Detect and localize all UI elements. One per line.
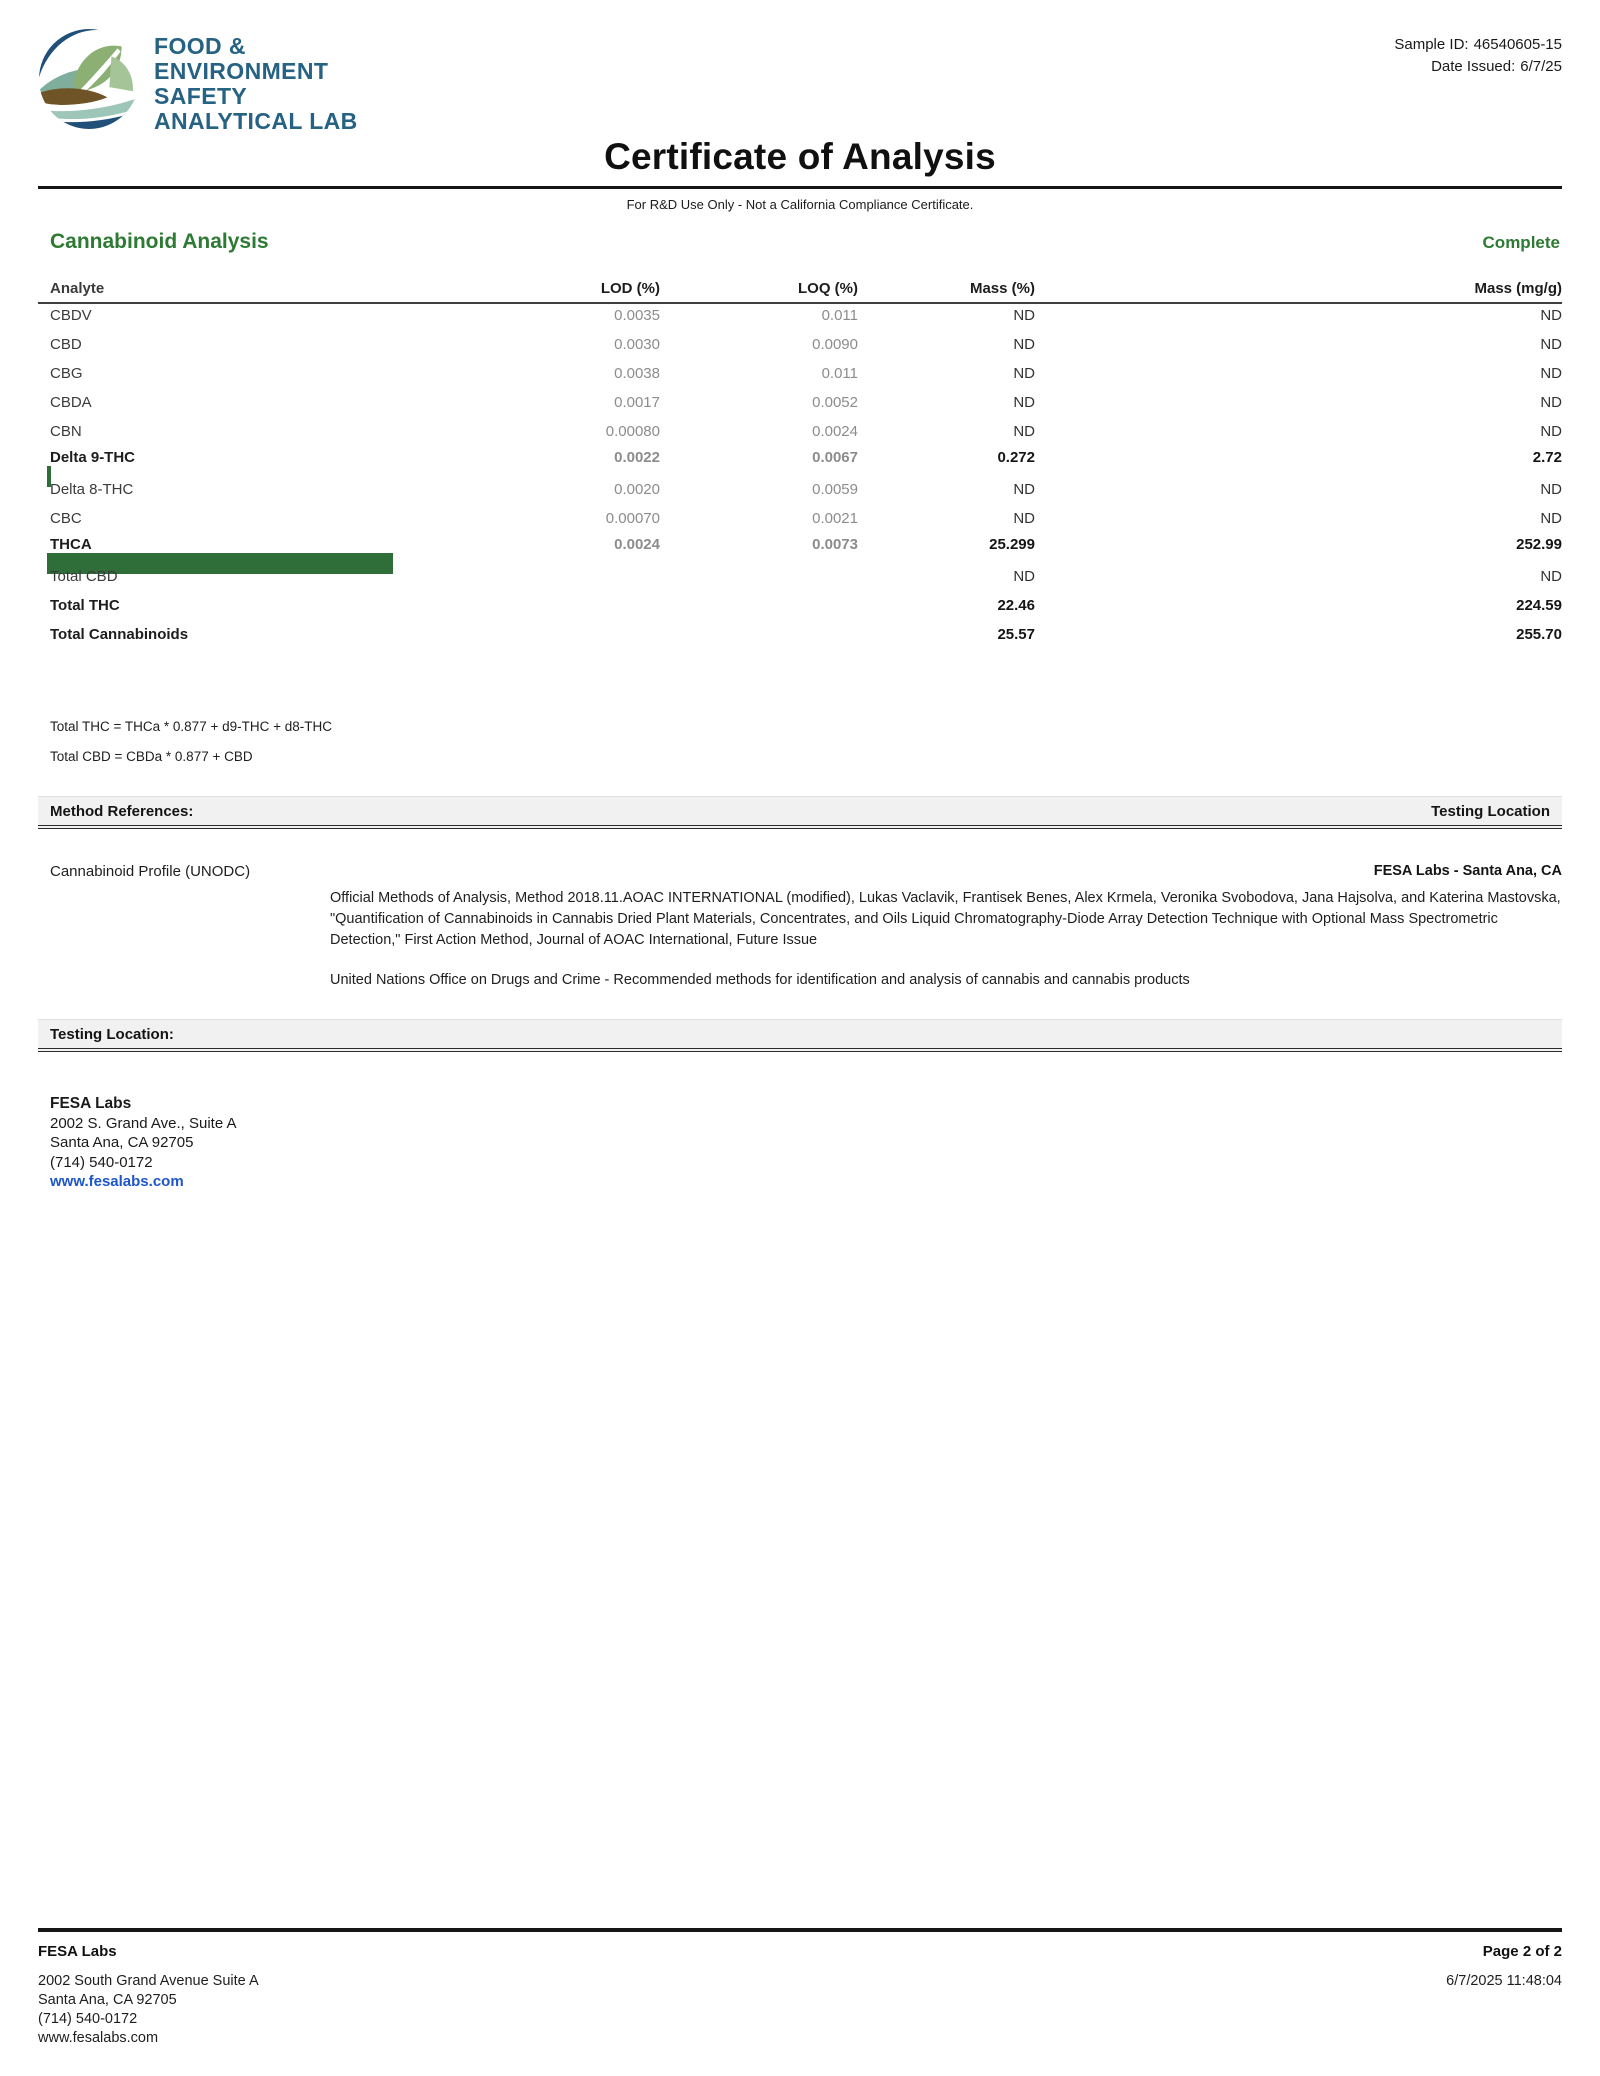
title-divider <box>38 186 1562 189</box>
column-header: LOQ (%) <box>798 279 858 297</box>
table-row <box>38 536 1562 565</box>
lod-value: 0.0017 <box>614 394 660 411</box>
testing-location-column-label: Testing Location <box>1431 803 1550 820</box>
mass-mgg-value: ND <box>1540 481 1562 498</box>
testing-location-bar <box>38 1019 1562 1052</box>
mass-mgg-value: ND <box>1540 510 1562 527</box>
date-issued-line <box>1394 56 1562 78</box>
sample-id-line <box>1394 34 1562 56</box>
loq-value: 0.0024 <box>812 423 858 440</box>
analyte-name: Delta 8-THC <box>50 481 134 498</box>
date-issued-value: 6/7/25 <box>1520 58 1562 75</box>
table-row <box>38 333 1562 362</box>
bar-cell <box>38 617 500 623</box>
mass-pct-value: ND <box>1013 336 1035 353</box>
cannabinoid-table-body <box>38 304 1562 652</box>
method-references-content <box>38 863 1562 991</box>
table-row <box>38 507 1562 536</box>
analyte-name: CBDA <box>50 394 92 411</box>
loq-value: 0.0090 <box>812 336 858 353</box>
mass-pct-value: 22.46 <box>997 597 1035 614</box>
total-cbd-formula: Total CBD = CBDa * 0.877 + CBD <box>50 749 253 764</box>
footer-address-line-1: 2002 South Grand Avenue Suite A <box>38 1973 259 1989</box>
lod-value: 0.0024 <box>614 536 660 553</box>
page-footer <box>38 1928 1562 2048</box>
table-row <box>38 478 1562 507</box>
logo-line-4: ANALYTICAL LAB <box>154 108 358 134</box>
analyte-name: Total THC <box>50 597 120 614</box>
method-reference-paragraph-1: Official Methods of Analysis, Method 2018.11.AOAC INTERNATIONAL (modified), Lukas Vaclavik, Frantisek Benes, Alex Krmela, Veronika Svobodova, Jana Hajsolva, and Katerina Mastovska, "Quantification of Cannabinoids in Cannabis Dried Plant Materials, Concentrates, and Oils Liquid Chromatography-Diode Array Detection Technique with Optional Mass Spectrometric Detection," First Action Method, Journal of AOAC International, Future Issue <box>330 890 1561 948</box>
analyte-name: CBD <box>50 336 82 353</box>
mass-pct-value: ND <box>1013 365 1035 382</box>
mass-mgg-value: ND <box>1540 336 1562 353</box>
lod-value: 0.0022 <box>614 449 660 466</box>
analysis-section-head <box>38 230 1562 254</box>
column-header: Mass (mg/g) <box>1474 279 1562 297</box>
loq-value: 0.011 <box>821 365 858 382</box>
lab-address-line-2: Santa Ana, CA 92705 <box>50 1134 194 1151</box>
mass-mgg-value: 224.59 <box>1516 597 1562 614</box>
analyte-name: CBN <box>50 423 82 440</box>
lab-address-line-1: 2002 S. Grand Ave., Suite A <box>50 1114 237 1132</box>
loq-value: 0.0059 <box>812 481 858 498</box>
fesa-logo <box>38 28 458 134</box>
lod-value: 0.0020 <box>614 481 660 498</box>
formula-notes <box>50 712 1562 772</box>
lod-value: 0.00070 <box>605 510 660 527</box>
mass-mgg-value: 2.72 <box>1532 449 1562 466</box>
mass-pct-value: ND <box>1013 568 1035 585</box>
bar-cell <box>38 356 500 362</box>
footer-lab-name: FESA Labs <box>38 1943 117 1960</box>
section-title: Cannabinoid Analysis <box>50 230 269 253</box>
table-row <box>38 594 1562 623</box>
loq-value: 0.0021 <box>812 510 858 527</box>
analyte-name: CBG <box>50 365 83 382</box>
bar-cell <box>38 414 500 420</box>
document-title: Certificate of Analysis <box>604 136 996 177</box>
analyte-name: Total Cannabinoids <box>50 626 189 643</box>
lod-value: 0.0038 <box>614 365 660 382</box>
footer-address-block <box>38 1972 259 2048</box>
sample-meta <box>1394 34 1562 78</box>
table-row <box>38 449 1562 478</box>
lod-value: 0.00080 <box>605 423 660 440</box>
analyte-name: THCA <box>50 536 92 553</box>
method-testing-location: FESA Labs - Santa Ana, CA <box>1373 863 1562 879</box>
mass-mgg-value: ND <box>1540 423 1562 440</box>
bar-cell <box>38 646 500 652</box>
status-badge: Complete <box>1482 233 1560 252</box>
mass-mgg-value: 252.99 <box>1516 536 1562 553</box>
fesa-logo-icon <box>38 28 140 130</box>
mass-pct-value: ND <box>1013 481 1035 498</box>
lab-name: FESA Labs <box>50 1095 132 1112</box>
date-issued-label: Date Issued: <box>1431 58 1516 75</box>
analyte-name: Delta 9-THC <box>50 449 136 466</box>
mass-mgg-value: 255.70 <box>1516 626 1562 643</box>
method-references-label: Method References: <box>50 803 194 820</box>
analyte-name: CBC <box>50 510 82 527</box>
mass-mgg-value: ND <box>1540 365 1562 382</box>
loq-value: 0.0073 <box>812 536 858 553</box>
logo-line-1: FOOD & <box>154 33 246 59</box>
mass-pct-value: ND <box>1013 394 1035 411</box>
mass-pct-value: ND <box>1013 423 1035 440</box>
total-thc-formula: Total THC = THCa * 0.877 + d9-THC + d8-THC <box>50 719 332 734</box>
method-reference-paragraph-2: United Nations Office on Drugs and Crime - Recommended methods for identification and analysis of cannabis and cannabis products <box>330 972 1190 988</box>
sample-id-value: 46540605-15 <box>1473 36 1562 53</box>
table-row <box>38 362 1562 391</box>
bar-cell <box>38 588 500 594</box>
analyte-name: Total CBD <box>50 568 118 585</box>
footer-address-line-2: Santa Ana, CA 92705 <box>38 1992 177 2008</box>
testing-location-block <box>50 1094 1562 1192</box>
mass-mgg-value: ND <box>1540 394 1562 411</box>
logo-wordmark <box>154 28 358 134</box>
column-header: LOD (%) <box>600 279 660 297</box>
footer-detail-row <box>38 1972 1562 2048</box>
column-header: Mass (%) <box>969 279 1035 297</box>
analyte-name: CBDV <box>50 307 92 324</box>
page-header <box>38 28 1562 180</box>
table-header-row <box>38 278 1562 304</box>
mass-mgg-value: ND <box>1540 307 1562 324</box>
table-row <box>38 420 1562 449</box>
footer-phone: (714) 540-0172 <box>38 2011 138 2027</box>
document-subtitle: For R&D Use Only - Not a California Compliance Certificate. <box>626 197 974 212</box>
method-name: Cannabinoid Profile (UNODC) <box>50 863 251 880</box>
loq-value: 0.011 <box>821 307 858 324</box>
footer-timestamp: 6/7/2025 11:48:04 <box>1446 1973 1562 1989</box>
lod-value: 0.0035 <box>614 307 660 324</box>
bar-cell <box>38 385 500 391</box>
mass-pct-value: ND <box>1013 510 1035 527</box>
mass-mgg-value: ND <box>1540 568 1562 585</box>
mass-pct-value: ND <box>1013 307 1035 324</box>
sample-id-label: Sample ID: <box>1394 36 1469 53</box>
lab-phone: (714) 540-0172 <box>50 1153 153 1171</box>
footer-website: www.fesalabs.com <box>38 2030 159 2046</box>
table-row <box>38 623 1562 652</box>
column-header: Analyte <box>50 279 105 297</box>
footer-page-number: Page 2 of 2 <box>1482 1943 1562 1960</box>
mass-pct-value: 25.57 <box>997 626 1035 643</box>
loq-value: 0.0067 <box>812 449 858 466</box>
mass-pct-value: 25.299 <box>989 536 1035 553</box>
bar-cell <box>38 501 500 507</box>
table-row <box>38 304 1562 333</box>
method-references-bar <box>38 796 1562 829</box>
bar-cell <box>38 327 500 333</box>
cannabinoid-table <box>38 278 1562 652</box>
lod-value: 0.0030 <box>614 336 660 353</box>
testing-location-label: Testing Location: <box>50 1026 174 1043</box>
lab-website-link[interactable]: www.fesalabs.com <box>50 1173 184 1190</box>
method-body <box>330 863 1562 991</box>
logo-line-2: ENVIRONMENT <box>154 58 329 84</box>
table-row <box>38 391 1562 420</box>
loq-value: 0.0052 <box>812 394 858 411</box>
mass-pct-value: 0.272 <box>997 449 1035 466</box>
footer-top-row <box>38 1943 1562 1960</box>
logo-line-3: SAFETY <box>154 83 248 109</box>
table-row <box>38 565 1562 594</box>
